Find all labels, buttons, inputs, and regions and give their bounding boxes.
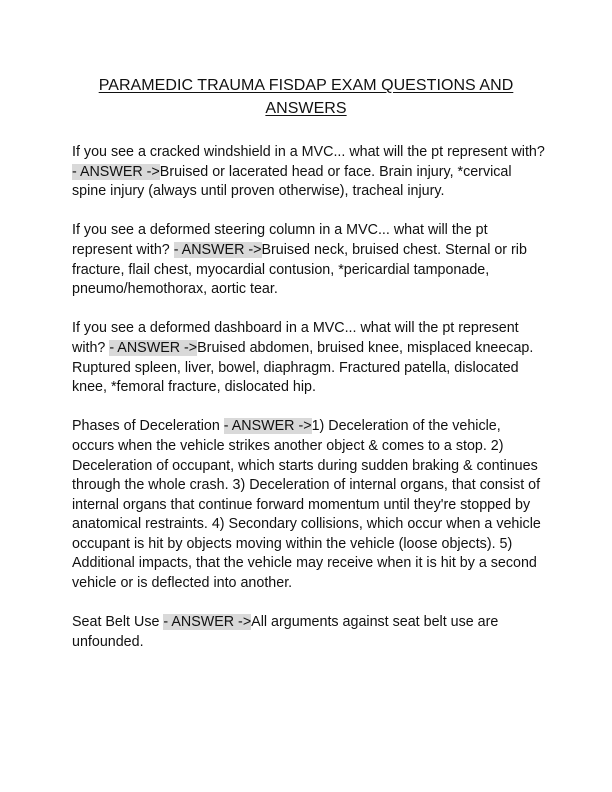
answer-tag: - ANSWER -> — [223, 418, 312, 435]
question-text: If you see a cracked windshield in a MVC... what will the pt represent with? — [72, 144, 545, 160]
answer-text: Bruised abdomen, bruised knee, misplaced kneecap. Ruptured spleen, liver, bowel, diaphragm. Fractured patella, dislocated knee, *femoral fracture, dislocated hip. — [72, 339, 534, 396]
qa-item — [72, 221, 546, 299]
answer-text: 1) Deceleration of the vehicle, occurs when the vehicle strikes another object & comes to a stop. 2) Deceleration of occupant, which starts during sudden braking & continues through the whole crash. 3) Deceleration of internal organs, that consist of internal organs that continue forward momentum until they're stopped by anatomical restraints. 4) Secondary collisions, which occur when a vehicle occupant is hit by objects moving within the vehicle (loose objects). 5) Additional impacts, that the vehicle may receive when it is hit by a second vehicle or is deflected into another. — [72, 418, 541, 592]
answer-tag: - ANSWER -> — [163, 614, 252, 631]
qa-item — [72, 319, 546, 397]
answer-tag: - ANSWER -> — [109, 339, 198, 356]
document-title: PARAMEDIC TRAUMA FISDAP EXAM QUESTIONS AND ANSWERS — [98, 77, 514, 117]
answer-text: Bruised neck, bruised chest. Sternal or rib fracture, flail chest, myocardial contusion, *pericardial tamponade, pneumo/hemothorax, aortic tear. — [72, 241, 527, 298]
answer-text: All arguments against seat belt use are unfounded. — [72, 614, 499, 650]
question-text: If you see a deformed dashboard in a MVC... what will the pt represent with? — [72, 320, 519, 356]
question-text: If you see a deformed steering column in a MVC... what will the pt represent with? — [72, 222, 488, 258]
document-body — [72, 143, 546, 672]
qa-item — [72, 417, 546, 593]
answer-text: Bruised or lacerated head or face. Brain injury, *cervical spine injury (always until proven otherwise), tracheal injury. — [72, 163, 512, 200]
qa-item — [72, 613, 546, 652]
question-text: Phases of Deceleration — [72, 418, 224, 435]
question-text: Seat Belt Use — [72, 614, 164, 631]
answer-tag: - ANSWER -> — [173, 241, 262, 258]
qa-item — [72, 143, 546, 202]
answer-tag: - ANSWER -> — [72, 163, 160, 180]
